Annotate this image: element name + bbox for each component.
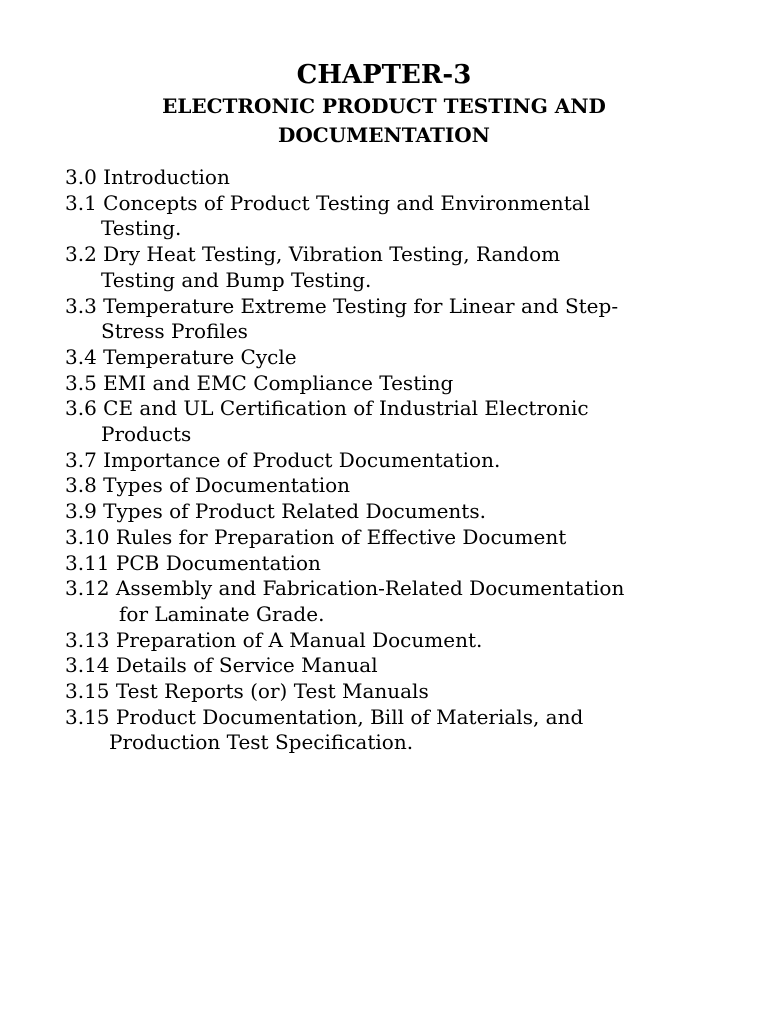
toc-item-text: 3.14 Details of Service Manual bbox=[65, 653, 378, 678]
toc-item-continuation: Testing and Bump Testing. bbox=[101, 267, 372, 292]
toc-item-text: 3.5 EMI and EMC Compliance Testing bbox=[65, 370, 454, 395]
toc-item bbox=[65, 525, 725, 551]
toc-item bbox=[65, 679, 725, 705]
toc-item bbox=[65, 448, 725, 474]
toc-item bbox=[65, 294, 725, 345]
toc-item-text: 3.9 Types of Product Related Documents. bbox=[65, 499, 486, 524]
toc-item bbox=[65, 371, 725, 397]
toc-item bbox=[65, 165, 725, 191]
toc-item-text: 3.11 PCB Documentation bbox=[65, 550, 321, 575]
toc-item-text: 3.1 Concepts of Product Testing and Environmental bbox=[65, 190, 591, 215]
toc-item-continuation: Stress Profiles bbox=[101, 319, 248, 344]
toc-item-text: 3.10 Rules for Preparation of Effective Document bbox=[65, 524, 567, 549]
chapter-subtitle bbox=[90, 92, 678, 150]
toc-item bbox=[65, 473, 725, 499]
toc-item-text: 3.12 Assembly and Fabrication-Related Documentation bbox=[65, 576, 625, 601]
toc-item-text: 3.3 Temperature Extreme Testing for Linear and Step- bbox=[65, 293, 619, 318]
toc-item bbox=[65, 576, 725, 627]
toc-item-continuation: for Laminate Grade. bbox=[119, 601, 325, 626]
toc-item-continuation: Production Test Specification. bbox=[109, 730, 414, 755]
toc-item-continuation: Testing. bbox=[101, 216, 182, 241]
toc-item bbox=[65, 345, 725, 371]
toc-item-text: 3.2 Dry Heat Testing, Vibration Testing, Random bbox=[65, 242, 561, 267]
toc-item bbox=[65, 653, 725, 679]
toc-item-text: 3.13 Preparation of A Manual Document. bbox=[65, 627, 483, 652]
toc-item bbox=[65, 242, 725, 293]
chapter-subtitle-line: DOCUMENTATION bbox=[278, 123, 490, 147]
toc-item bbox=[65, 499, 725, 525]
toc-item bbox=[65, 191, 725, 242]
chapter-subtitle-line: ELECTRONIC PRODUCT TESTING AND bbox=[162, 94, 606, 118]
toc-item-text: 3.15 Test Reports (or) Test Manuals bbox=[65, 679, 429, 704]
toc-item-continuation: Products bbox=[101, 422, 192, 447]
toc-item-text: 3.6 CE and UL Certification of Industrial Electronic bbox=[65, 396, 589, 421]
toc-item-text: 3.4 Temperature Cycle bbox=[65, 344, 297, 369]
toc-item bbox=[65, 705, 725, 756]
chapter-title: CHAPTER-3 bbox=[296, 60, 472, 90]
toc-item-text: 3.15 Product Documentation, Bill of Materials, and bbox=[65, 704, 584, 729]
toc-item-text: 3.0 Introduction bbox=[65, 165, 230, 189]
table-of-contents bbox=[65, 165, 725, 756]
toc-item bbox=[65, 628, 725, 654]
toc-item-text: 3.8 Types of Documentation bbox=[65, 473, 351, 498]
toc-item bbox=[65, 396, 725, 447]
toc-item bbox=[65, 551, 725, 577]
toc-item-text: 3.7 Importance of Product Documentation. bbox=[65, 447, 501, 472]
